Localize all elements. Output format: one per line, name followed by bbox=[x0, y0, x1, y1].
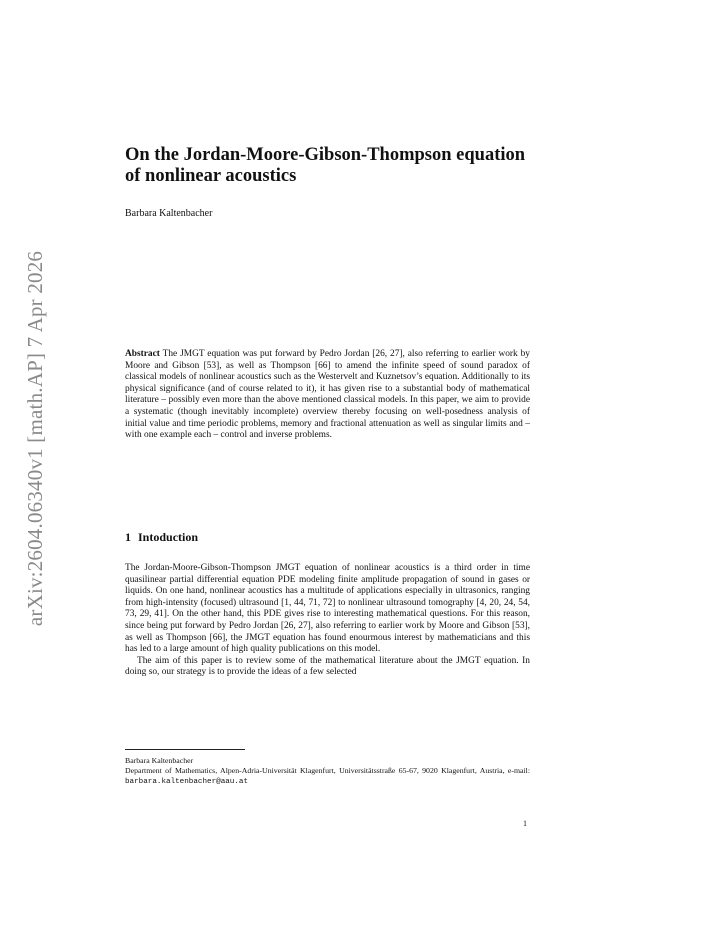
arxiv-identifier-stamp bbox=[16, 248, 56, 628]
section-body bbox=[125, 563, 530, 679]
paper-title-line-2: of nonlinear acoustics bbox=[125, 166, 297, 186]
page-number: 1 bbox=[523, 819, 527, 828]
footnote-author-name: Barbara Kaltenbacher bbox=[125, 756, 194, 765]
paper-title-line-1: On the Jordan-Moore-Gibson-Thompson equation bbox=[125, 145, 526, 165]
section-number: 1 bbox=[125, 530, 131, 544]
abstract bbox=[125, 349, 530, 442]
abstract-label: Abstract bbox=[125, 349, 160, 359]
footnote-email-link[interactable]: barbara.kaltenbacher@aau.at bbox=[125, 778, 249, 786]
footnote-divider bbox=[125, 749, 245, 750]
section-heading bbox=[125, 530, 198, 545]
paper-title bbox=[125, 145, 545, 187]
footnote-affiliation-text: Department of Mathematics, Alpen-Adria-Universität Klagenfurt, Universitätsstraße 65-67, 9020 Klagenfurt, Austria, e-mail: bbox=[125, 766, 530, 775]
author-name: Barbara Kaltenbacher bbox=[125, 208, 213, 219]
abstract-text: The JMGT equation was put forward by Pedro Jordan [26, 27], also referring to earlier work by Moore and Gibson [53], as well as Thompson [66] to amend the infinite speed of sound paradox of classical models of nonlinear acoustics such as the Westervelt and Kuznetsov’s equation. Additionally to its physical significance (and of course related to it), it has given rise to a substantial body of mathematical literature – possibly even more than the above mentioned classical models. In this paper, we aim to provide a systematic (though inevitably incomplete) overview thereby focusing on well-posedness analysis of initial value and time periodic problems, memory and fractional attenuation as well as singular limits and – with one example each – control and inverse problems. bbox=[125, 349, 530, 441]
author-footnote bbox=[125, 756, 530, 787]
body-paragraph: The aim of this paper is to review some of the mathematical literature about the JMGT equation. In doing so, our strategy is to provide the ideas of a few selected bbox=[125, 655, 530, 678]
section-title: Intoduction bbox=[138, 530, 199, 544]
footnote-affiliation bbox=[125, 766, 530, 787]
arxiv-identifier-text: arXiv:2604.06340v1 [math.AP] 7 Apr 2026 bbox=[23, 250, 48, 626]
body-paragraph: The Jordan-Moore-Gibson-Thompson JMGT equation of nonlinear acoustics is a third order in time quasilinear partial differential equation PDE modeling finite amplitude propagation of sound in gases or liquids. On one hand, nonlinear acoustics has a multitude of applications especially in ultrasonics, ranging from high-intensity (focused) ultrasound [1, 44, 71, 72] to nonlinear ultrasound tomography [4, 20, 24, 54, 73, 29, 41]. On the other hand, this PDE gives rise to interesting mathematical questions. For this reason, since being put forward by Pedro Jordan [26, 27], also referring to earlier work by Moore and Gibson [53], as well as Thompson [66], the JMGT equation has found enourmous interest by mathematicians and this has led to a large amount of high quality publications on this model. bbox=[125, 563, 530, 655]
